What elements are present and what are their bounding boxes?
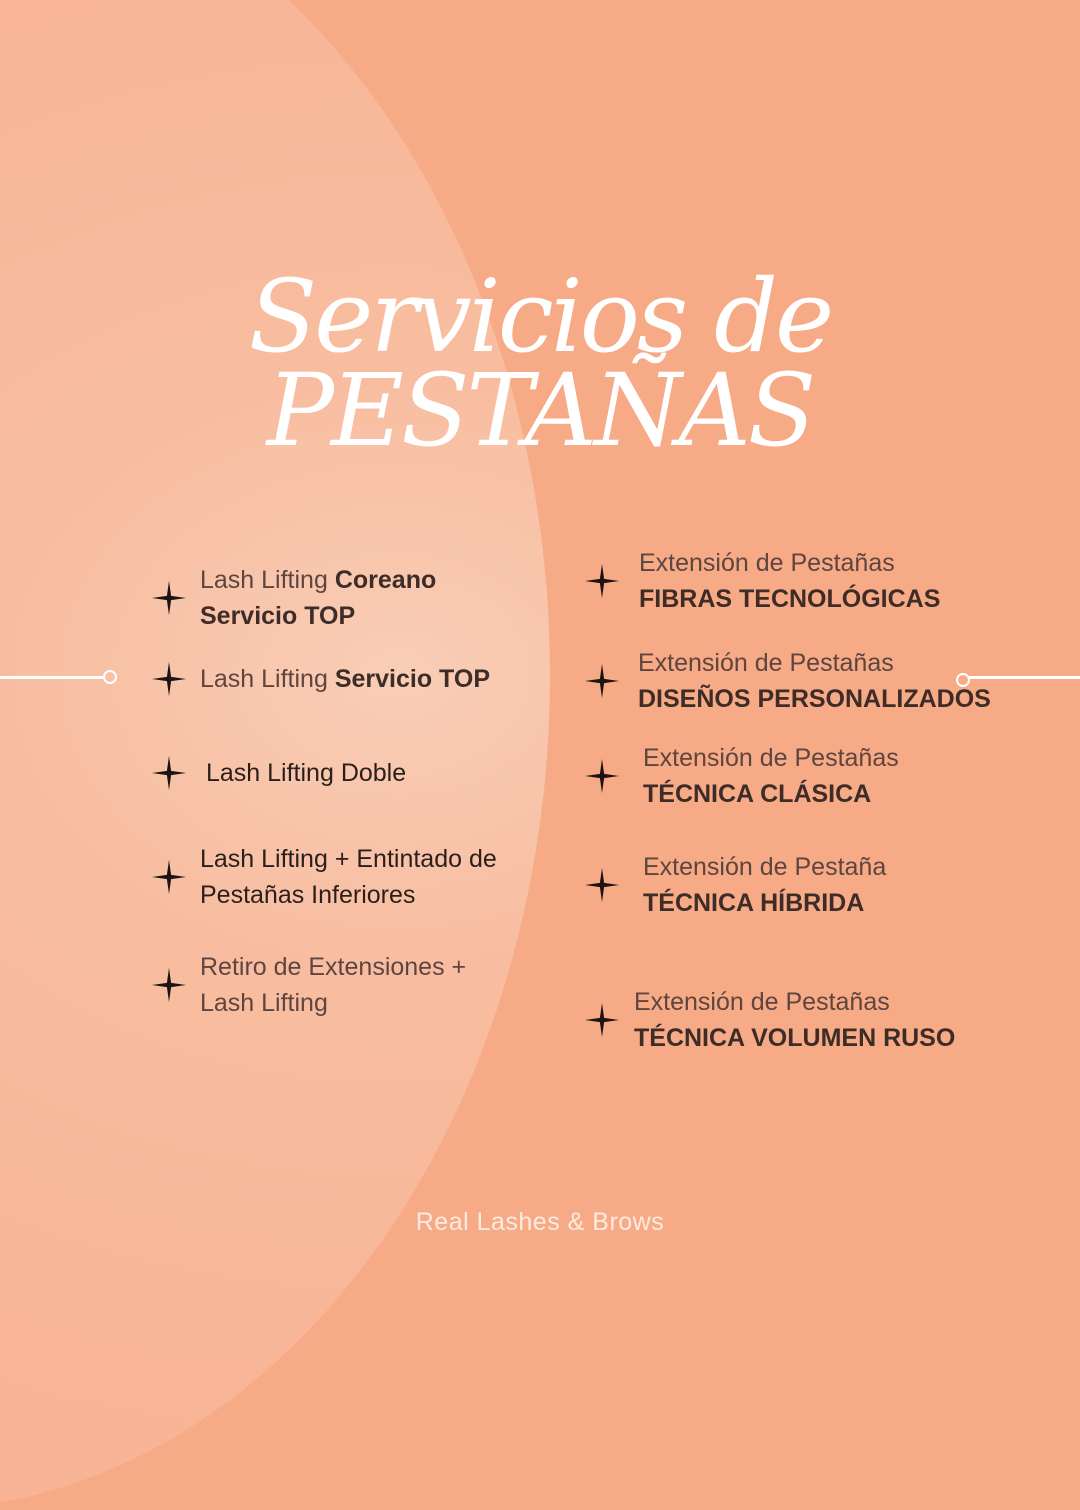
service-item-lash-lifting-entintado [150,841,510,913]
service-label: Lash Lifting Doble [206,759,407,787]
service-item-disenos-personalizados [583,645,1013,717]
service-label: Extensión de Pestañas TÉCNICA VOLUMEN RUSO [634,988,956,1052]
service-label: Extensión de Pestaña TÉCNICA HÍBRIDA [643,853,887,917]
service-label: Lash Lifting Coreano Servicio TOP [200,566,437,630]
sparkle-icon [583,1001,621,1039]
service-label: Extensión de Pestañas DISEÑOS PERSONALIZADOS [638,649,991,713]
service-label: Extensión de Pestañas TÉCNICA CLÁSICA [643,744,899,808]
title-line-2: PESTAÑAS [266,352,814,469]
service-item-fibras-tecnologicas [583,545,1003,617]
service-item-lash-lifting-top [150,660,530,698]
sparkle-icon [150,579,188,617]
service-item-lash-lifting-doble [150,754,530,792]
sparkle-icon [150,754,188,792]
service-label: Retiro de Extensiones + Lash Lifting [200,953,467,1017]
service-item-tecnica-hibrida [583,849,1003,921]
sparkle-icon [583,866,621,904]
sparkle-icon [583,562,621,600]
decorative-line-left [0,676,104,679]
sparkle-icon [150,660,188,698]
service-item-tecnica-clasica [583,740,1003,812]
sparkle-icon [583,662,621,700]
decorative-dot-left [103,670,117,684]
brand-name: Real Lashes & Brows [415,1208,665,1236]
service-label: Lash Lifting Servicio TOP [200,665,490,693]
sparkle-icon [583,757,621,795]
service-item-lash-lifting-coreano [150,562,530,634]
service-item-retiro-extensiones [150,949,520,1021]
sparkle-icon [150,858,188,896]
service-label: Extensión de Pestañas FIBRAS TECNOLÓGICAS [639,549,941,613]
sparkle-icon [150,966,188,1004]
service-label: Lash Lifting + Entintado de Pestañas Inferiores [200,845,497,909]
title-line-1: Servicios de [248,258,832,375]
service-item-volumen-ruso [583,984,1003,1056]
